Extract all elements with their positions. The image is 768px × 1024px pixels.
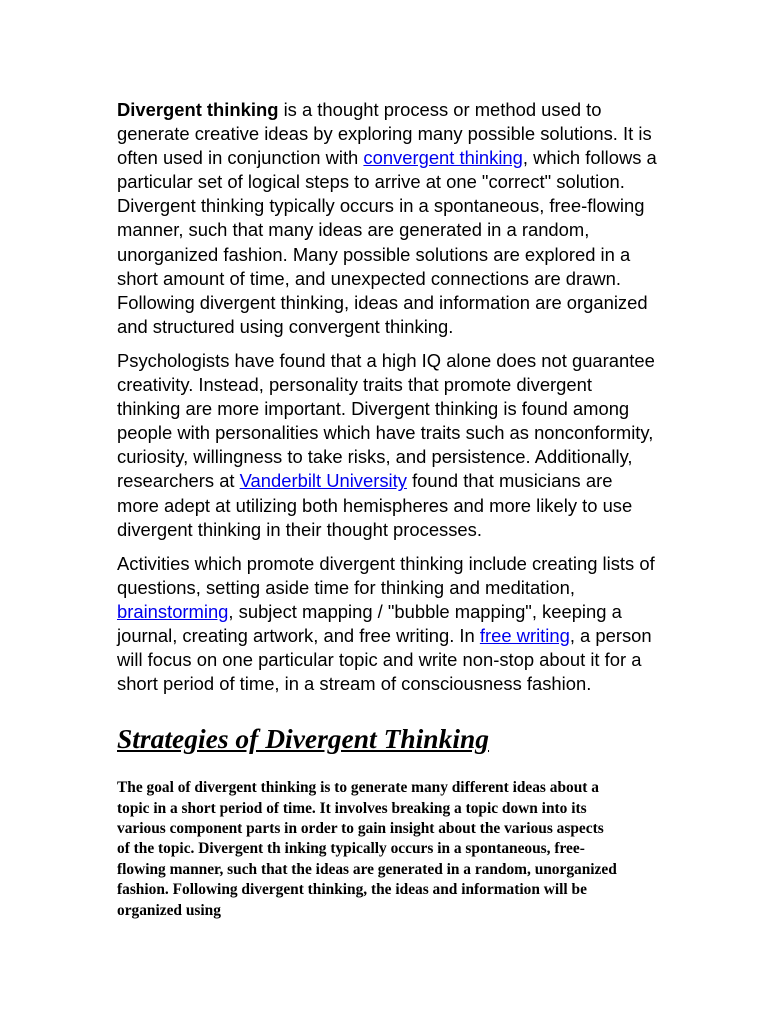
term-divergent-thinking: Divergent thinking	[117, 99, 279, 120]
paragraph-intro	[117, 98, 657, 339]
link-brainstorming[interactable]: brainstorming	[117, 600, 229, 622]
paragraph-activities-text-1: Activities which promote divergent thinking include creating lists of questions, setting aside time for thinking and meditation,	[117, 552, 655, 598]
paragraph-activities	[117, 552, 657, 697]
document-page	[117, 98, 657, 921]
link-convergent-thinking[interactable]: convergent thinking	[363, 147, 523, 169]
section-heading: Strategies of Divergent Thinking	[117, 723, 490, 755]
paragraph-activities-text-3: , a person will focus on one particular topic and write non-stop about it for a short period of time, in a stream of consciousness fashion.	[117, 624, 652, 695]
paragraph-intro-text-1: is a thought process or method used to generate creative ideas by exploring many possible solutions. It is often used in conjunction with	[117, 99, 652, 169]
paragraph-intro-text-2: , which follows a particular set of logical steps to arrive at one "correct" solution. Divergent thinking typically occurs in a spontaneous, free-flowing manner, such that many ideas are generated in a random, unorganized fashion. Many possible solutions are explored in a short amount of time, and unexpected connections are drawn. Following divergent thinking, ideas and information are organized and structured using convergent thinking.	[117, 147, 657, 337]
link-free-writing[interactable]: free writing	[479, 624, 570, 646]
paragraph-strategies: The goal of divergent thinking is to generate many different ideas about a topic in a short period of time. It involves breaking a topic down into its various component parts in order to gain insight about the various aspects of the topic. Divergent th inking typically occurs in a spontaneous, free-flowing manner, such that the ideas are generated in a random, unorganized fashion. Following divergent thinking, the ideas and information will be organized using	[117, 779, 617, 919]
link-vanderbilt-university[interactable]: Vanderbilt University	[239, 470, 407, 492]
paragraph-activities-text-2: , subject mapping / "bubble mapping", keeping a journal, creating artwork, and free writing. In	[117, 600, 622, 646]
paragraph-psychologists-text-1: Psychologists have found that a high IQ alone does not guarantee creativity. Instead, personality traits that promote divergent thinking are more important. Divergent thinking is found among people with personalities which have traits such as nonconformity, curiosity, willingness to take risks, and persistence. Additionally, researchers at	[117, 349, 655, 492]
paragraph-psychologists-text-2: found that musicians are more adept at utilizing both hemispheres and more likely to use divergent thinking in their thought processes.	[117, 470, 633, 540]
paragraph-psychologists	[117, 349, 657, 542]
